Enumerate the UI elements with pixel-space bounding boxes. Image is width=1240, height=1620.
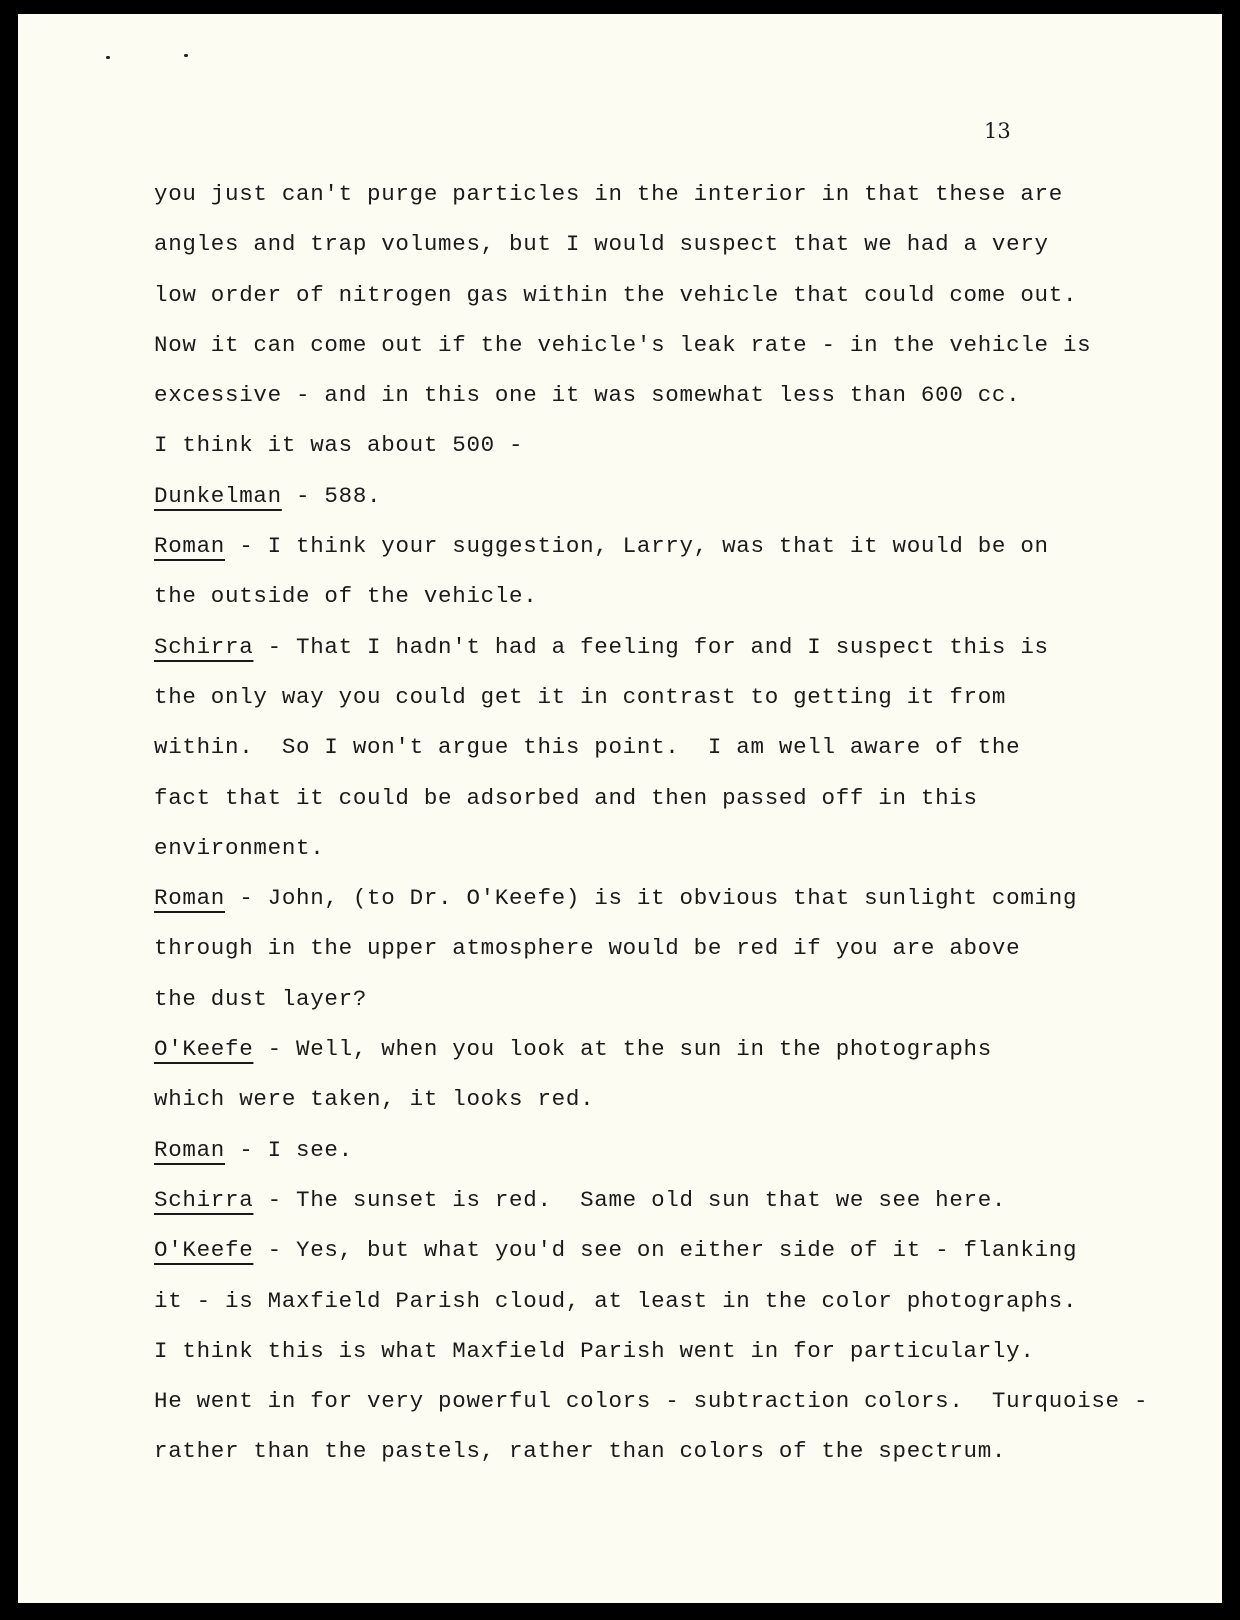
line-text: - John, (to Dr. O'Keefe) is it obvious that sunlight coming [225, 885, 1078, 912]
text-line [154, 1326, 1204, 1376]
text-line [154, 1426, 1204, 1476]
text-line [154, 571, 1204, 621]
transcript-body [154, 169, 1204, 1477]
text-line [154, 420, 1204, 470]
speaker-name: O'Keefe [154, 1237, 254, 1264]
line-text: the outside of the vehicle. [154, 583, 538, 610]
line-text: Now it can come out if the vehicle's leak rate - in the vehicle is [154, 331, 1092, 358]
line-text: which were taken, it looks red. [154, 1086, 595, 1113]
document-page [18, 14, 1222, 1603]
speaker-name: Roman [154, 1136, 226, 1163]
line-text: angles and trap volumes, but I would suspect that we had a very [154, 231, 1049, 258]
line-text: - The sunset is red. Same old sun that we see here. [253, 1186, 1007, 1213]
speaker-name: Roman [154, 533, 226, 560]
speaker-name: Dunkelman [154, 482, 282, 509]
text-line [154, 1376, 1204, 1426]
text-line [154, 672, 1204, 722]
text-line [154, 773, 1204, 823]
line-text: within. So I won't argue this point. I am well aware of the [154, 734, 1021, 761]
text-line [154, 1024, 1204, 1074]
speaker-name: Schirra [154, 633, 254, 660]
text-line [154, 169, 1204, 219]
text-line [154, 1074, 1204, 1124]
text-line [154, 1175, 1204, 1225]
line-text: low order of nitrogen gas within the vehicle that could come out. [154, 281, 1078, 308]
line-text: environment. [154, 834, 325, 861]
line-text: the only way you could get it in contrast to getting it from [154, 683, 1007, 710]
punch-mark [184, 54, 188, 57]
text-line [154, 873, 1204, 923]
speaker-name: Roman [154, 885, 226, 912]
text-line [154, 270, 1204, 320]
text-line [154, 219, 1204, 269]
line-text: - I think your suggestion, Larry, was that it would be on [225, 533, 1049, 560]
text-line [154, 1276, 1204, 1326]
text-line [154, 622, 1204, 672]
text-line [154, 722, 1204, 772]
text-line [154, 823, 1204, 873]
line-text: rather than the pastels, rather than colors of the spectrum. [154, 1438, 1007, 1465]
line-text: I think this is what Maxfield Parish went in for particularly. [154, 1337, 1035, 1364]
text-line [154, 1225, 1204, 1275]
punch-mark [106, 56, 110, 59]
line-text: - 588. [281, 482, 382, 509]
text-line [154, 370, 1204, 420]
text-line [154, 923, 1204, 973]
text-line [154, 974, 1204, 1024]
line-text: - Yes, but what you'd see on either side of it - flanking [253, 1237, 1078, 1264]
text-line [154, 320, 1204, 370]
line-text: He went in for very powerful colors - subtraction colors. Turquoise - [154, 1388, 1149, 1415]
text-line [154, 521, 1204, 571]
speaker-name: Schirra [154, 1186, 254, 1213]
line-text: excessive - and in this one it was somewhat less than 600 cc. [154, 382, 1021, 409]
line-text: I think it was about 500 - [154, 432, 524, 459]
line-text: through in the upper atmosphere would be red if you are above [154, 935, 1021, 962]
line-text: it - is Maxfield Parish cloud, at least in the color photographs. [154, 1287, 1078, 1314]
line-text: fact that it could be adsorbed and then passed off in this [154, 784, 978, 811]
text-line [154, 471, 1204, 521]
line-text: - That I hadn't had a feeling for and I suspect this is [253, 633, 1049, 660]
line-text: - Well, when you look at the sun in the photographs [253, 1036, 992, 1063]
line-text: - I see. [225, 1136, 353, 1163]
speaker-name: O'Keefe [154, 1036, 254, 1063]
text-line [154, 1125, 1204, 1175]
page-number: 13 [984, 119, 1011, 143]
line-text: you just can't purge particles in the interior in that these are [154, 181, 1063, 207]
line-text: the dust layer? [154, 985, 368, 1012]
